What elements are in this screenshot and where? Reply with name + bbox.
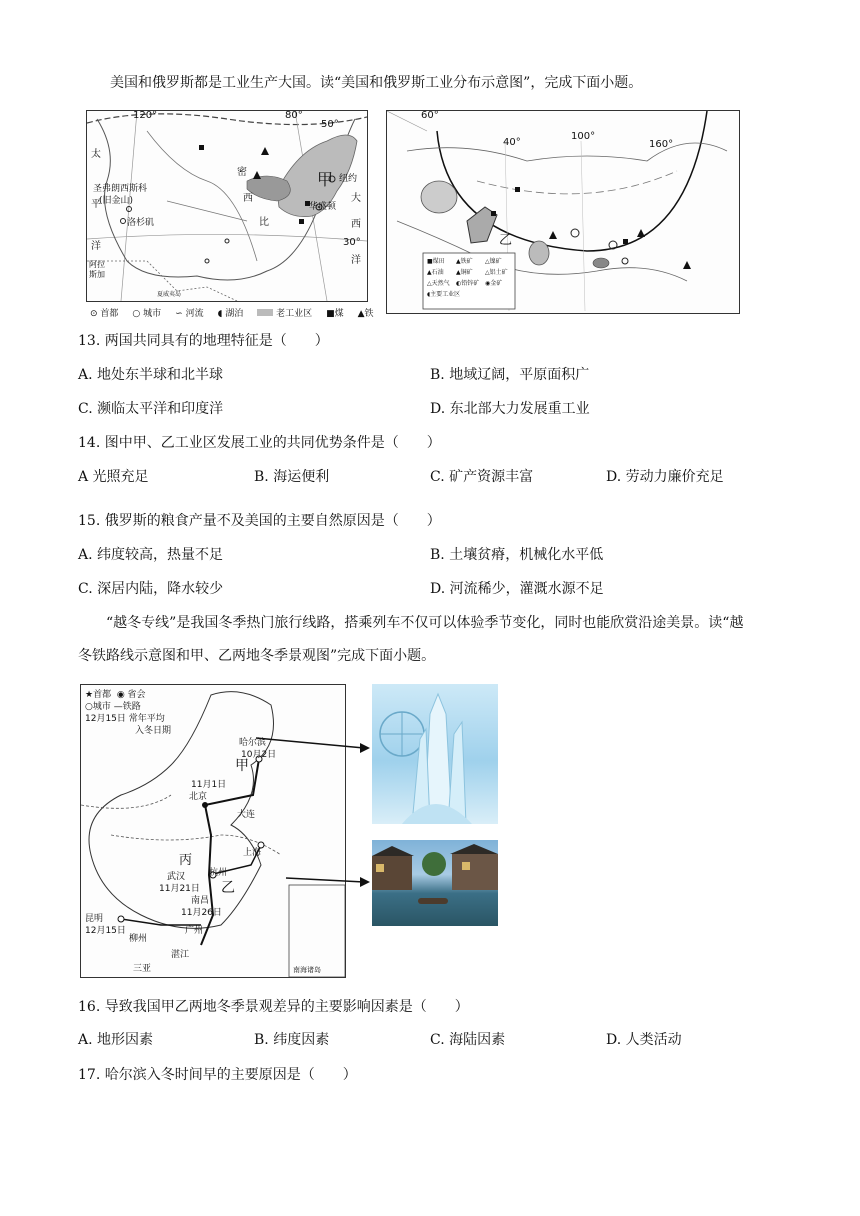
city-wuhan: 武汉 — [167, 872, 186, 882]
lon-100-label: 100° — [571, 131, 596, 142]
legend-gold: ◉金矿 — [485, 280, 503, 287]
region-bing: 丙 — [179, 853, 193, 868]
us-map-legend — [90, 306, 374, 319]
lon-60-label: 60° — [421, 110, 439, 121]
region-jia-label: 甲 — [317, 170, 334, 189]
q15-option-a[interactable]: A. 纬度较高，热量不足 — [78, 547, 224, 563]
legend-lake: ◖ 湖泊 — [217, 309, 244, 319]
region-yi: 乙 — [221, 880, 235, 896]
city-dalian: 大连 — [237, 810, 256, 820]
legend-date-label: 12月15日 常年平均 — [85, 714, 165, 724]
legend-coal: ■煤 — [326, 309, 344, 319]
city-liuzhou: 柳州 — [129, 934, 148, 944]
legend-bauxite: △铝土矿 — [485, 269, 508, 276]
city-ny: 纽约 — [339, 174, 358, 184]
lon-160-label: 160° — [649, 139, 674, 150]
lat-30-label: 30° — [343, 237, 361, 248]
atlantic-label-2: 西 — [351, 219, 361, 230]
q13-option-d[interactable]: D. 东北部大力发展重工业 — [430, 401, 590, 417]
region-yi-label: 乙 — [499, 233, 513, 248]
legend-city-label: ○城市 —铁路 — [85, 702, 141, 712]
q14-option-c[interactable]: C. 矿产资源丰富 — [430, 469, 534, 485]
hawaii-inset-label: 夏威夷岛 — [157, 291, 182, 298]
arrow-head-icon — [360, 877, 370, 887]
city-nanchang: 南昌 — [191, 896, 210, 906]
city-washington: 华盛顿 — [309, 202, 337, 212]
legend-copper: ▲铜矿 — [456, 269, 473, 276]
arrows-overlay — [256, 730, 376, 890]
q16-option-b[interactable]: B. 纬度因素 — [254, 1032, 330, 1048]
alaska-label-2: 斯加 — [89, 270, 105, 279]
pacific-label-1: 太 — [91, 149, 101, 160]
mississippi-label-1: 密 — [237, 167, 247, 178]
mississippi-label-3: 比 — [259, 217, 269, 228]
kunming-date: 12月15日 — [85, 926, 126, 936]
city-sanya: 三亚 — [133, 964, 152, 974]
q15-option-d[interactable]: D. 河流稀少，灌溉水源不足 — [430, 581, 604, 597]
city-hangzhou: 杭州 — [209, 868, 228, 878]
q14-option-d[interactable]: D. 劳动力廉价充足 — [606, 469, 724, 485]
water-town-scene-image — [372, 840, 498, 926]
region-jia: 甲 — [235, 758, 249, 774]
city-shanghai: 上海 — [243, 848, 262, 858]
city-guangzhou: 广州 — [185, 926, 204, 936]
intro-paragraph-2-line-1: “越冬专线”是我国冬季热门旅行线路，搭乘列车不仅可以体验季节变化，同时也能欣赏沿途美景。读“越 — [106, 615, 744, 631]
city-sf: 圣弗朗西斯科 — [93, 184, 148, 194]
q15-option-b[interactable]: B. 土壤贫瘠，机械化水平低 — [430, 547, 604, 563]
q13-option-a[interactable]: A. 地处东半球和北半球 — [78, 367, 224, 383]
pacific-label-2: 平 — [91, 199, 101, 210]
legend-city: ○ 城市 — [132, 309, 162, 319]
q14-option-a[interactable]: A 光照充足 — [78, 469, 149, 485]
arrow-head-icon — [360, 743, 370, 753]
city-beijing: 北京 — [189, 792, 208, 802]
lon-120-label: 120° — [133, 110, 158, 121]
lon-40-label: 40° — [503, 137, 521, 148]
legend-capital-label: ★首都 ◉ 省会 — [85, 690, 146, 700]
intro-paragraph-1: 美国和俄罗斯都是工业生产大国。读“美国和俄罗斯工业分布示意图”，完成下面小题。 — [110, 75, 643, 91]
wuhan-date: 11月21日 — [159, 884, 200, 894]
legend-date-desc: 入冬日期 — [135, 726, 172, 736]
legend-old-industry: 老工业区 — [257, 306, 312, 319]
russia-map-legend — [427, 256, 515, 300]
legend-nickel: △镍矿 — [485, 258, 502, 265]
harbin-date: 10月2日 — [241, 750, 277, 760]
city-harbin: 哈尔滨 — [239, 738, 267, 748]
q15-option-c[interactable]: C. 深居内陆，降水较少 — [78, 581, 224, 597]
legend-iron-ore: ▲铁矿 — [456, 258, 473, 265]
q13-option-b[interactable]: B. 地域辽阔，平原面积广 — [430, 367, 590, 383]
nanchang-date: 11月26日 — [181, 908, 222, 918]
mississippi-label-2: 西 — [243, 193, 253, 204]
question-13-stem: 13. 两国共同具有的地理特征是（ ） — [78, 333, 329, 349]
legend-coalfield: ■煤田 — [427, 258, 445, 265]
question-15-stem: 15. 俄罗斯的粮食产量不及美国的主要自然原因是（ ） — [78, 513, 441, 529]
q16-option-d[interactable]: D. 人类活动 — [606, 1032, 682, 1048]
legend-lead-zinc: ◐铅锌矿 — [456, 280, 480, 287]
atlantic-label-1: 大 — [351, 193, 361, 204]
city-zhanjiang: 湛江 — [171, 950, 190, 960]
legend-oil: ▲石油 — [427, 269, 444, 276]
lat-50-label: 50° — [321, 119, 339, 130]
us-industry-map — [86, 110, 368, 302]
alaska-label-1: 阿拉 — [89, 260, 105, 269]
water-town-illustration — [372, 840, 498, 926]
q16-option-c[interactable]: C. 海陆因素 — [430, 1032, 506, 1048]
intro-paragraph-2-line-2: 冬铁路线示意图和甲、乙两地冬季景观图”完成下面小题。 — [78, 648, 436, 664]
question-17-stem: 17. 哈尔滨入冬时间早的主要原因是（ ） — [78, 1067, 357, 1083]
question-14-stem: 14. 图中甲、乙工业区发展工业的共同优势条件是（ ） — [78, 435, 441, 451]
legend-river: ∽ 河流 — [175, 309, 204, 319]
russia-industry-map — [386, 110, 740, 314]
legend-gas: △天然气 — [427, 280, 450, 287]
q16-option-a[interactable]: A. 地形因素 — [78, 1032, 154, 1048]
q13-option-c[interactable]: C. 濒临太平洋和印度洋 — [78, 401, 224, 417]
city-sf-alt: (旧金山) — [99, 196, 134, 206]
city-kunming: 昆明 — [85, 914, 104, 924]
lon-80-label: 80° — [285, 110, 303, 121]
harbin-ice-scene-image — [372, 684, 498, 824]
city-la: 洛杉矶 — [127, 218, 155, 228]
q14-option-b[interactable]: B. 海运便利 — [254, 469, 330, 485]
beijing-date: 11月1日 — [191, 780, 227, 790]
ice-sculpture-illustration — [372, 684, 498, 824]
pacific-label-3: 洋 — [91, 241, 101, 252]
legend-iron: ▲铁 — [357, 309, 374, 319]
question-16-stem: 16. 导致我国甲乙两地冬季景观差异的主要影响因素是（ ） — [78, 999, 469, 1015]
legend-capital: ⊙ 首都 — [90, 309, 119, 319]
atlantic-label-3: 洋 — [351, 255, 361, 266]
south-china-sea-inset: 南海诸岛 — [293, 966, 321, 974]
legend-main-industry: ◖主要工业区 — [427, 291, 461, 298]
